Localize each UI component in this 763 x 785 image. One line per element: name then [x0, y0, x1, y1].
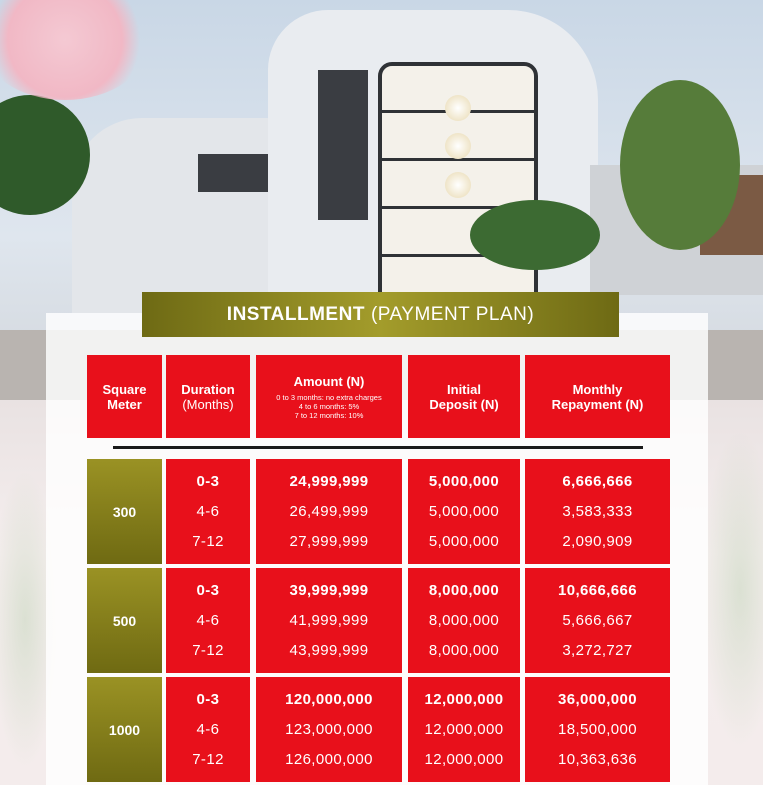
deposit-value: 8,000,000: [428, 641, 500, 659]
plan-deposits: [408, 568, 520, 673]
deposit-value: 12,000,000: [424, 720, 504, 738]
duration-value: 7-12: [192, 641, 224, 659]
monthly-value: 10,666,666: [557, 582, 638, 600]
deposit-value: 8,000,000: [428, 611, 500, 629]
duration-value: 4-6: [196, 611, 220, 629]
amount-value: 24,999,999: [289, 473, 369, 491]
plan-monthly: [525, 568, 670, 673]
monthly-value: 6,666,666: [562, 473, 633, 491]
monthly-value: 5,666,667: [562, 611, 633, 629]
plan-amounts: [256, 568, 402, 673]
monthly-value: 18,500,000: [557, 720, 638, 738]
plan-amounts: [256, 677, 402, 782]
title-rest: (PAYMENT PLAN): [370, 303, 535, 325]
amount-value: 26,499,999: [289, 502, 369, 520]
duration-value: 0-3: [196, 582, 220, 600]
header-divider: [113, 446, 643, 449]
duration-value: 4-6: [196, 720, 220, 738]
header-amount-title: Amount (N): [293, 373, 365, 389]
deposit-value: 12,000,000: [424, 750, 504, 768]
house-left-window: [198, 154, 278, 192]
title-bold: INSTALLMENT: [226, 303, 365, 325]
header-monthly-repayment: [525, 355, 670, 438]
plan-square-meter: 300: [87, 459, 162, 564]
plan-monthly: [525, 677, 670, 782]
header-square-meter-line1: Square: [102, 381, 147, 397]
duration-value: 0-3: [196, 691, 220, 709]
plan-durations: [166, 677, 250, 782]
plan-durations: [166, 568, 250, 673]
pendant-light: [445, 95, 471, 121]
palm-plant: [470, 200, 600, 270]
header-initial-deposit: [408, 355, 520, 438]
amount-note-1: 0 to 3 months: no extra charges: [276, 392, 382, 402]
monthly-value: 3,583,333: [562, 502, 633, 520]
header-monthly-repayment-line1: Monthly: [572, 381, 623, 397]
header-initial-deposit-line1: Initial: [447, 381, 481, 397]
deposit-value: 5,000,000: [428, 473, 500, 491]
plan-monthly: [525, 459, 670, 564]
plan-deposits: [408, 677, 520, 782]
header-duration: [166, 355, 250, 438]
deposit-value: 5,000,000: [428, 532, 500, 550]
tree-right: [620, 80, 740, 250]
duration-value: 7-12: [192, 532, 224, 550]
header-square-meter: [87, 355, 162, 438]
amount-value: 41,999,999: [289, 611, 369, 629]
deposit-value: 12,000,000: [424, 691, 504, 709]
monthly-value: 3,272,727: [562, 641, 633, 659]
plan-square-meter: 500: [87, 568, 162, 673]
monthly-value: 10,363,636: [557, 750, 638, 768]
amount-note-3: 7 to 12 months: 10%: [294, 410, 364, 420]
header-initial-deposit-line2: Deposit (N): [429, 396, 499, 412]
duration-value: 7-12: [192, 750, 224, 768]
amount-value: 120,000,000: [285, 691, 373, 709]
plan-deposits: [408, 459, 520, 564]
amount-value: 123,000,000: [285, 720, 373, 738]
header-duration-line2: (Months): [182, 396, 234, 412]
pendant-light: [445, 133, 471, 159]
amount-value: 43,999,999: [289, 641, 369, 659]
amount-note-2: 4 to 6 months: 5%: [298, 401, 360, 411]
plan-square-meter: 1000: [87, 677, 162, 782]
header-square-meter-line2: Meter: [107, 396, 142, 412]
amount-value: 27,999,999: [289, 532, 369, 550]
header-amount: [256, 355, 402, 438]
monthly-value: 2,090,909: [562, 532, 633, 550]
amount-value: 39,999,999: [289, 582, 369, 600]
duration-value: 4-6: [196, 502, 220, 520]
plan-durations: [166, 459, 250, 564]
house-side-window: [318, 70, 368, 220]
deposit-value: 5,000,000: [428, 502, 500, 520]
amount-value: 126,000,000: [285, 750, 373, 768]
title-banner: [142, 292, 619, 337]
deposit-value: 8,000,000: [428, 582, 500, 600]
header-duration-line1: Duration: [181, 381, 235, 397]
plan-amounts: [256, 459, 402, 564]
header-monthly-repayment-line2: Repayment (N): [551, 396, 644, 412]
monthly-value: 36,000,000: [557, 691, 638, 709]
pendant-light: [445, 172, 471, 198]
leaf-decoration-right: [700, 430, 763, 750]
duration-value: 0-3: [196, 473, 220, 491]
